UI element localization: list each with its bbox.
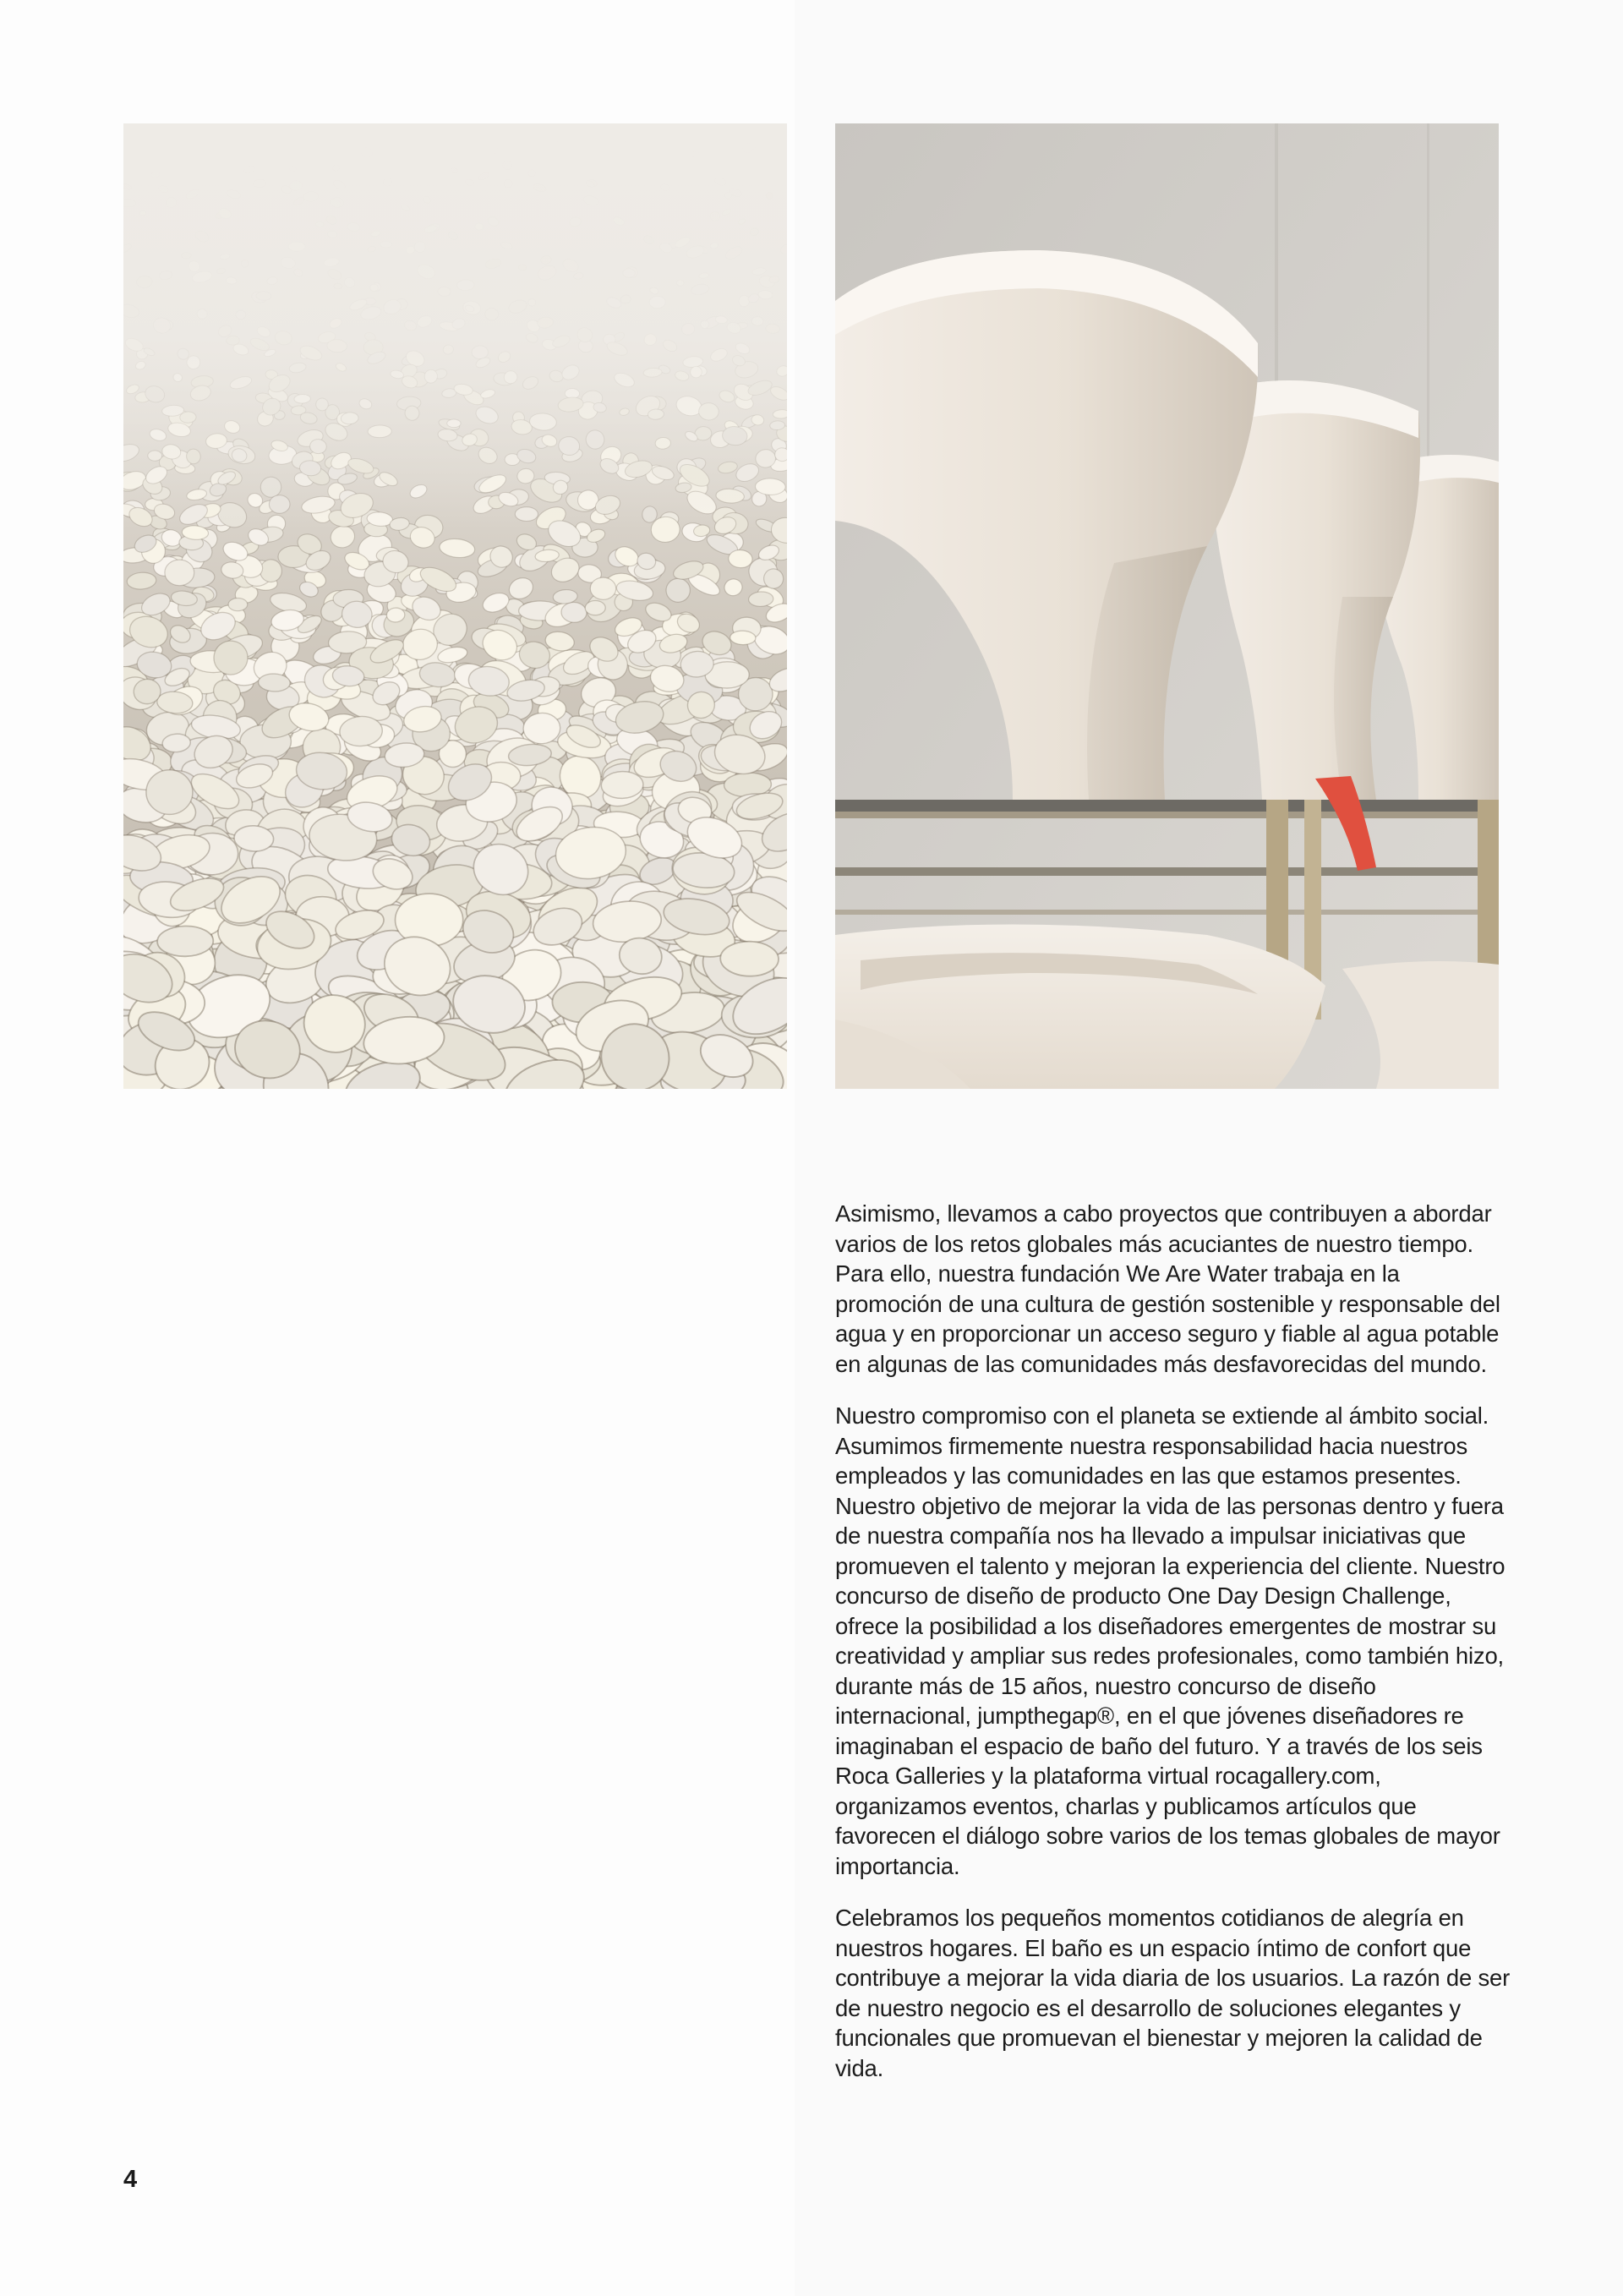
paragraph-3: Celebramos los pequeños momentos cotidianos de alegría en nuestros hogares. El baño es un espacio íntimo de confort que contribuye a mejorar la vida diaria de los usuarios. La razón de ser de nuestro negocio es el desarrollo de soluciones elegantes y funcionales que promuevan el bienestar y mejoren la calidad de vida.: [835, 1905, 1511, 2081]
ceramics-image: [835, 123, 1499, 1089]
ceramics-photo: [835, 123, 1499, 1089]
paragraph-2: Nuestro compromiso con el planeta se extiende al ámbito social. Asumimos firmemente nuestra responsabilidad hacia nuestros empleados y las comunidades en las que estamos presentes. Nuestro objetivo de mejorar la vida de las personas dentro y fuera de nuestra compañía nos ha llevado a impulsar iniciativas que promueven el talento y mejoran la experiencia del cliente. Nuestro concurso de diseño de producto One Day Design Challenge, ofrece la posibilidad a los diseñadores emergentes de mostrar su creatividad y ampliar sus redes profesionales, como también hizo, durante más de 15 años, nuestro concurso de diseño internacional, jumpthegap®, en el que jóvenes diseñadores re imaginaban el espacio de baño del futuro. Y a través de los seis Roca Galleries y la plataforma virtual rocagallery.com, organizamos eventos, charlas y publicamos artículos que favorecen el diálogo sobre varios de los temas globales de mayor importancia.: [835, 1402, 1506, 1879]
body-text: [835, 1199, 1511, 2105]
paragraph-1: Asimismo, llevamos a cabo proyectos que contribuyen a abordar varios de los retos globales más acuciantes de nuestro tiempo. Para ello, nuestra fundación We Are Water trabaja en la promoción de una cultura de gestión sostenible y responsable del agua y en proporcionar un acceso seguro y fiable al agua potable en algunas de las comunidades más desfavorecidas del mundo.: [835, 1200, 1500, 1377]
gravel-image: [123, 123, 787, 1089]
page-number: 4: [123, 2166, 138, 2193]
gravel-photo: [123, 123, 787, 1089]
